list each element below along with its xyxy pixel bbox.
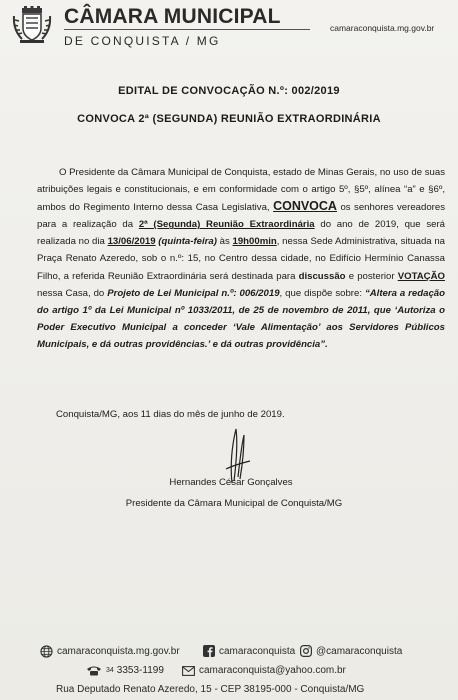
body-text: às [216,236,233,248]
globe-icon [40,645,53,658]
body-text: e posterior [345,270,398,282]
discussion-keyword: discussão [298,270,346,282]
footer-address-label: Rua Deputado Renato Azeredo, 15 - CEP 38195-000 - Conquista/MG [56,684,365,695]
meeting-name: 2ª (Segunda) Reunião Extraordinária [138,219,315,231]
org-subtitle: DE CONQUISTA / MG [64,34,221,48]
phone-icon [86,665,102,676]
meeting-weekday: (quinta-feira) [158,236,217,248]
header-website-link[interactable]: camaraconquista.mg.gov.br [330,23,435,33]
body-text: do ano de 2019, que será realizada no dia [37,219,445,248]
body-text: os senhores vereadores para a realização da [37,202,445,231]
edital-title: EDITAL DE CONVOCAÇÃO N.º: 002/2019 [118,85,340,97]
footer-instagram-label: @camaraconquista [316,645,403,657]
bill-summary: “Altera a redação do artigo 1º da Lei Municipal nº 1033/2011, de 25 de novembro de 2011, que ‘Autoriza o Poder Executivo Municipal a conceder ‘Vale Alimentação’ aos Servidores Públicos Municipais, e dá outras providências.’ e dá outras providência”. [37,287,445,350]
body-paragraph [37,164,445,353]
edital-subtitle: CONVOCA 2ª (SEGUNDA) REUNIÃO EXTRAORDINÁRIA [77,113,381,125]
footer-phone-ddd: 34 [106,667,114,674]
footer-instagram[interactable] [300,645,402,657]
footer-website[interactable] [40,645,180,658]
footer-facebook-label: camaraconquista [219,645,296,657]
bill-number: Projeto de Lei Municipal n.º: 006/2019 [107,287,280,299]
footer-email[interactable] [182,665,346,676]
facebook-icon [203,645,215,657]
footer-address [56,684,364,695]
vote-keyword: VOTAÇÃO [397,270,445,282]
convoca-keyword: CONVOCA [273,199,337,214]
footer-phone[interactable] [86,665,164,676]
meeting-date: 13/06/2019 [107,236,156,248]
header-divider [64,29,310,30]
body-text: O Presidente da Câmara Municipal de Conquista, estado de Minas Gerais, no uso de suas atribuições legais e constitucionais, e em conformidade com o artigo 5º, §5º, alínea “a” e §6º, ambos do Regimento Interno dessa Casa Legislativa, [37,167,445,214]
footer-website-label: camaraconquista.mg.gov.br [57,646,180,657]
body-text: , que dispõe sobre: [279,287,365,299]
letterhead-footer [0,640,458,700]
body-text: , nessa Sede Administrativa, situada na Praça Renato Azeredo, sob o n.º: 15, no Centro dessa cidade, no Edifício Hermínio Canassa Filho, a referida Reunião Extraordinária será destinada para [37,236,445,282]
footer-email-label: camaraconquista@yahoo.com.br [199,665,346,676]
letterhead [0,0,458,50]
meeting-time: 19h00min [232,236,277,248]
instagram-icon [300,645,312,657]
place-date: Conquista/MG, aos 11 dias do mês de junho de 2019. [56,409,285,420]
footer-phone-label: 3353-1199 [116,665,164,676]
email-icon [182,666,195,676]
edital-body [37,164,445,353]
signer-role: Presidente da Câmara Municipal de Conquista/MG [125,498,343,509]
footer-facebook[interactable] [203,645,295,657]
signer-name: Hernandes César Gonçalves [169,477,293,488]
org-title: CÂMARA MUNICIPAL [64,5,281,28]
signature-icon [216,425,256,485]
body-text: nessa Casa, do [37,287,108,299]
coat-of-arms-icon [12,6,52,44]
